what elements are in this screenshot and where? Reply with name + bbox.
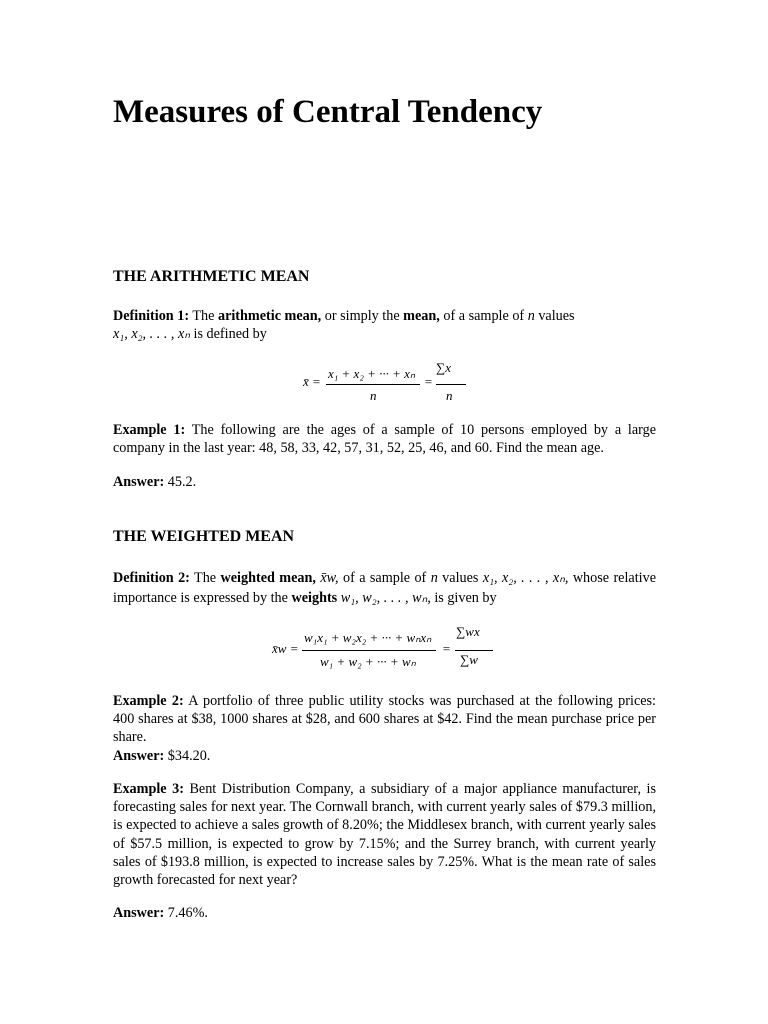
- variable-xw: x̄w,: [320, 570, 339, 586]
- definition-2-text: The: [189, 570, 221, 586]
- formula-equals: =: [424, 374, 433, 389]
- fraction-bar: [326, 384, 420, 385]
- definition-2-text: values: [437, 570, 483, 586]
- example-2-label: Example 2:: [113, 693, 184, 709]
- definition-1-label: Definition 1:: [113, 308, 190, 324]
- fraction-bar: [436, 384, 466, 385]
- variables-x: x₁, x₂, . . . , xₙ: [113, 326, 190, 343]
- formula-numerator: x₁ + x₂ + ··· + xₙ: [328, 366, 416, 381]
- definition-2-label: Definition 2:: [113, 570, 190, 586]
- term-weights: weights: [291, 590, 338, 606]
- answer-3-label: Answer:: [113, 905, 165, 921]
- definition-1-text: or simply the: [321, 308, 404, 324]
- example-3-label: Example 3:: [113, 781, 184, 797]
- page-title: Measures of Central Tendency: [113, 94, 543, 130]
- definition-1: [113, 307, 656, 343]
- definition-2: [113, 568, 656, 608]
- term-arithmetic-mean: arithmetic mean,: [217, 308, 322, 324]
- answer-2-label: Answer:: [113, 747, 165, 764]
- fraction-bar: [455, 650, 493, 651]
- variable-n: n: [430, 570, 438, 586]
- formula-lhs: x̄ =: [303, 374, 321, 389]
- example-1-label: Example 1:: [113, 422, 186, 438]
- example-1-text: The following are the ages of a sample of 10 persons employed by a large company in the last year: 48, 58, 33, 42, 57, 31, 52, 25, 46, and 60. Find the mean age.: [113, 422, 656, 457]
- definition-2-text: is given by: [430, 590, 497, 606]
- variables-w: w₁, w₂, . . . , wₙ,: [340, 590, 431, 606]
- answer-1: [113, 473, 656, 491]
- definition-1-text: of a sample of: [439, 308, 528, 324]
- definition-1-text: is defined by: [189, 326, 267, 343]
- formula-weighted-mean: [272, 624, 502, 674]
- answer-3: [113, 904, 656, 922]
- definition-1-text: values: [534, 308, 575, 324]
- formula-sum-denominator: ∑w: [460, 652, 478, 667]
- formula-lhs: x̄w =: [272, 641, 299, 656]
- example-2-text: A portfolio of three public utility stocks was purchased at the following prices: 400 shares at $38, 1000 shares at $28, and 600 shares at $42. Find the mean purchase price per share.: [113, 693, 656, 746]
- answer-1-label: Answer:: [113, 474, 165, 490]
- formula-denominator: w₁ + w₂ + ··· + wₙ: [320, 654, 416, 669]
- example-3: [113, 780, 656, 889]
- formula-sum-denominator: n: [446, 388, 453, 403]
- section-heading-arithmetic-mean: THE ARITHMETIC MEAN: [113, 268, 310, 285]
- answer-2-text: $34.20.: [164, 747, 211, 764]
- formula-sum-numerator: ∑wx: [456, 624, 480, 639]
- formula-numerator: w₁x₁ + w₂x₂ + ··· + wₙxₙ: [304, 630, 432, 645]
- definition-2-text: whose relative importance is expressed by the: [113, 570, 656, 606]
- formula-arithmetic-mean: [300, 360, 480, 404]
- variables-x: x₁, x₂, . . . , xₙ,: [482, 570, 569, 586]
- example-3-text: Bent Distribution Company, a subsidiary of a major appliance manufacturer, is forecasting sales for next year. The Cornwall branch, with current yearly sales of $79.3 million, is expected to achieve a sales growth of 8.20%; the Middlesex branch, with current yearly sales of $57.5 million, is expected to grow by 7.15%; and the Surrey branch, with current yearly sales of $193.8 million, is expected to increase sales by 7.25%. What is the mean rate of sales growth forecasted for next year?: [113, 781, 656, 889]
- answer-1-text: 45.2.: [164, 474, 197, 490]
- variable-n: n: [527, 308, 535, 324]
- term-mean: mean,: [403, 308, 440, 324]
- example-2: [113, 692, 656, 765]
- definition-2-text: of a sample of: [338, 570, 431, 586]
- formula-denominator: n: [370, 388, 377, 403]
- answer-3-text: 7.46%.: [164, 905, 208, 921]
- term-weighted-mean: weighted mean,: [220, 570, 316, 586]
- formula-sum-numerator: ∑x: [436, 360, 452, 375]
- section-heading-weighted-mean: THE WEIGHTED MEAN: [113, 528, 295, 545]
- fraction-bar: [302, 650, 436, 651]
- formula-equals: =: [442, 641, 451, 656]
- definition-1-text: The: [189, 308, 218, 324]
- example-1: [113, 421, 656, 457]
